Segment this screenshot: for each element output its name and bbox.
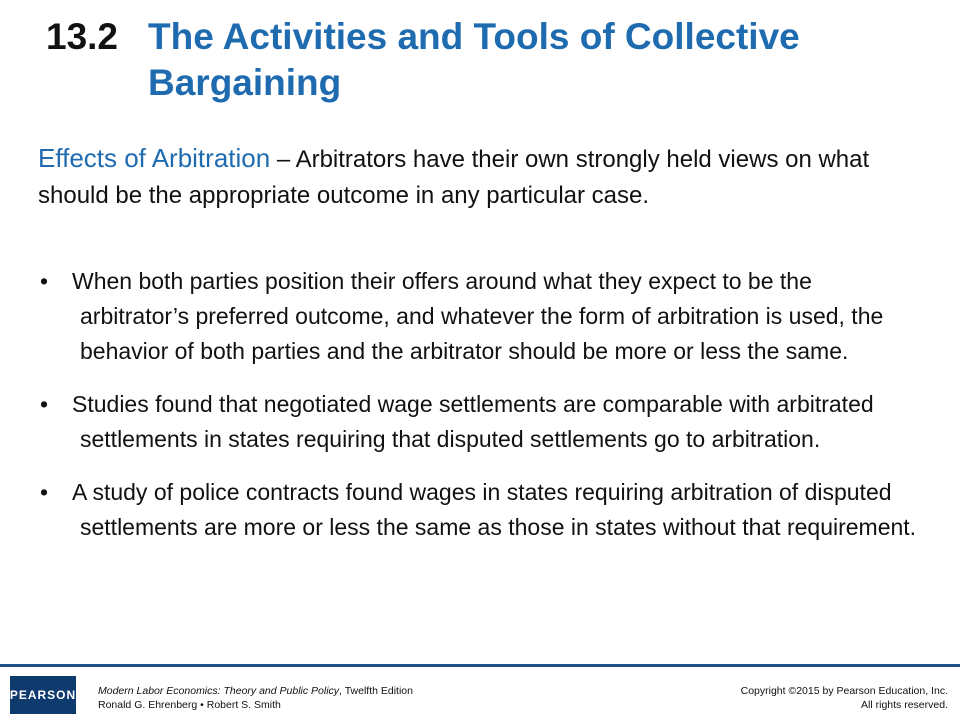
bullet-icon: • bbox=[40, 268, 49, 294]
pearson-logo: PEARSON bbox=[10, 676, 76, 714]
book-title: Modern Labor Economics: Theory and Public Policy bbox=[98, 685, 340, 697]
book-edition: , Twelfth Edition bbox=[339, 685, 413, 697]
book-citation bbox=[98, 684, 413, 712]
book-authors: Ronald G. Ehrenberg • Robert S. Smith bbox=[98, 699, 281, 711]
slide-title: The Activities and Tools of Collective Bargaining bbox=[148, 16, 800, 103]
bullet-icon: • bbox=[40, 391, 49, 417]
bullet-text: A study of police contracts found wages in states requiring arbitration of disputed settlements are more or less the same as those in states without that requirement. bbox=[72, 479, 917, 540]
bullet-text: When both parties position their offers around what they expect to be the arbitrator’s preferred outcome, and whatever the form of arbitration is used, the behavior of both parties and the arbitrator should be more or less the same. bbox=[72, 268, 884, 364]
copyright-notice bbox=[741, 684, 948, 712]
footer-divider bbox=[0, 664, 960, 667]
intro-paragraph bbox=[38, 140, 918, 214]
bullet-list bbox=[38, 264, 918, 563]
bullet-item bbox=[38, 264, 918, 369]
intro-text: Arbitrators have their own strongly held views on what should be the appropriate outcome in any particular case. bbox=[38, 146, 870, 209]
rights-line: All rights reserved. bbox=[861, 699, 948, 711]
heading-dash: – bbox=[270, 146, 296, 173]
bullet-item bbox=[38, 387, 918, 457]
bullet-item bbox=[38, 475, 918, 545]
section-heading: Effects of Arbitration bbox=[38, 143, 271, 173]
bullet-icon: • bbox=[40, 479, 49, 505]
bullet-text: Studies found that negotiated wage settlements are comparable with arbitrated settlements in states requiring that disputed settlements go to arbitration. bbox=[72, 391, 874, 452]
copyright-line: Copyright ©2015 by Pearson Education, Inc. bbox=[740, 685, 948, 697]
section-number: 13.2 bbox=[46, 16, 119, 57]
